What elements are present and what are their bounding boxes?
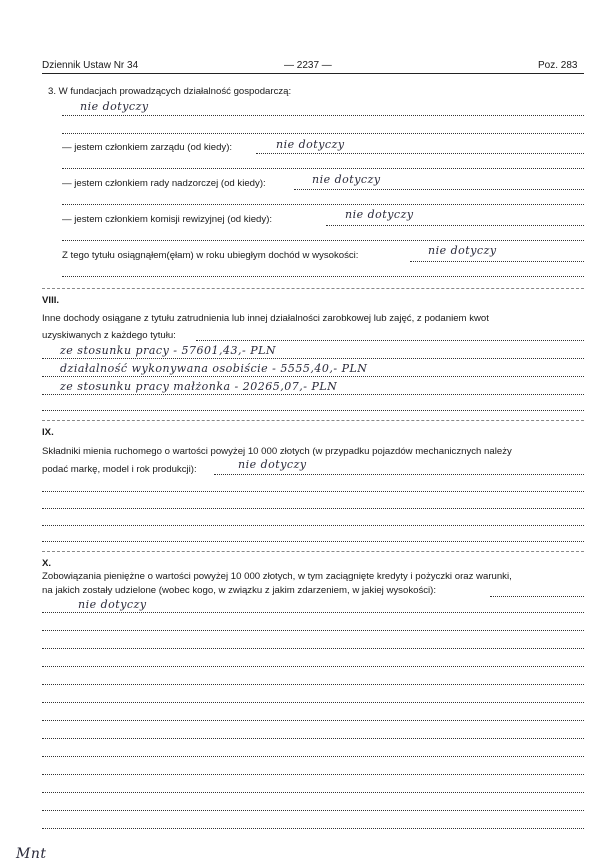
answer-line — [42, 541, 584, 542]
answer-line — [62, 168, 584, 169]
answer-line — [490, 596, 584, 597]
answer-line — [62, 204, 584, 205]
answer-line — [214, 474, 584, 475]
answer-line — [294, 189, 584, 190]
answer-line — [42, 612, 584, 613]
section-ix-answer: nie dotyczy — [238, 458, 307, 471]
section-x-heading: X. — [42, 558, 52, 569]
answer-line — [42, 720, 584, 721]
section-ix-heading: IX. — [42, 427, 54, 438]
answer-line — [42, 666, 584, 667]
answer-line — [410, 261, 584, 262]
answer-line — [42, 410, 584, 411]
section-viii-text-2: uzyskiwanych z każdego tytułu: — [42, 330, 176, 341]
section-ix-text-1: Składniki mienia ruchomego o wartości powyżej 10 000 złotych (w przypadku pojazdów mechanicznych należy — [42, 446, 512, 457]
section-separator — [42, 551, 584, 552]
position-number: Poz. 283 — [538, 60, 578, 71]
section-viii-heading: VIII. — [42, 295, 60, 306]
answer-line — [62, 276, 584, 277]
answer-line — [42, 525, 584, 526]
answer-line — [62, 133, 584, 134]
answer-line — [42, 810, 584, 811]
answer-line — [42, 684, 584, 685]
income-source-1: ze stosunku pracy - 57601,43,- PLN — [60, 344, 277, 357]
item3-answer: nie dotyczy — [80, 100, 149, 113]
answer-line — [42, 756, 584, 757]
answer-line — [42, 792, 584, 793]
supervisory-answer: nie dotyczy — [312, 173, 381, 186]
supervisory-label: — jestem członkiem rady nadzorczej (od kiedy): — [62, 178, 266, 189]
answer-line — [42, 394, 584, 395]
answer-line — [42, 774, 584, 775]
board-label: — jestem członkiem zarządu (od kiedy): — [62, 142, 233, 153]
answer-line — [42, 738, 584, 739]
header-rule — [42, 73, 584, 74]
section-separator — [42, 288, 584, 289]
audit-answer: nie dotyczy — [345, 208, 414, 221]
income-source-3: ze stosunku pracy małżonka - 20265,07,- PLN — [60, 380, 338, 393]
answer-line — [42, 648, 584, 649]
section-x-text-1: Zobowiązania pieniężne o wartości powyżej 10 000 złotych, w tym zaciągnięte kredyty i pożyczki oraz warunki, — [42, 571, 512, 582]
income-label: Z tego tytułu osiągnąłem(ęłam) w roku ubiegłym dochód w wysokości: — [62, 250, 359, 261]
signature-initials: Mnt — [16, 846, 47, 862]
answer-line — [42, 630, 584, 631]
page-number: — 2237 — — [284, 60, 332, 71]
answer-line — [256, 153, 584, 154]
answer-line — [196, 340, 584, 341]
audit-label: — jestem członkiem komisji rewizyjnej (od kiedy): — [62, 214, 273, 225]
section-x-text-2: na jakich zostały udzielone (wobec kogo, w związku z jakim zdarzeniem, w jakiej wysokości): — [42, 585, 437, 596]
answer-line — [62, 115, 584, 116]
section-x-answer: nie dotyczy — [78, 598, 147, 611]
answer-line — [42, 828, 584, 829]
income-source-2: działalność wykonywana osobiście - 5555,40,- PLN — [60, 362, 368, 375]
journal-title: Dziennik Ustaw Nr 34 — [42, 60, 139, 71]
section-viii-text-1: Inne dochody osiągane z tytułu zatrudnienia lub innej działalności zarobkowej lub zajęć, z podaniem kwot — [42, 313, 489, 324]
section-separator — [42, 420, 584, 421]
answer-line — [42, 491, 584, 492]
income-answer: nie dotyczy — [428, 244, 497, 257]
section-ix-text-2: podać markę, model i rok produkcji): — [42, 464, 197, 475]
answer-line — [62, 240, 584, 241]
answer-line — [42, 376, 584, 377]
board-answer: nie dotyczy — [276, 138, 345, 151]
answer-line — [326, 225, 584, 226]
answer-line — [42, 358, 584, 359]
item3-label: 3. W fundacjach prowadzących działalność gospodarczą: — [48, 86, 292, 97]
answer-line — [42, 508, 584, 509]
answer-line — [42, 702, 584, 703]
